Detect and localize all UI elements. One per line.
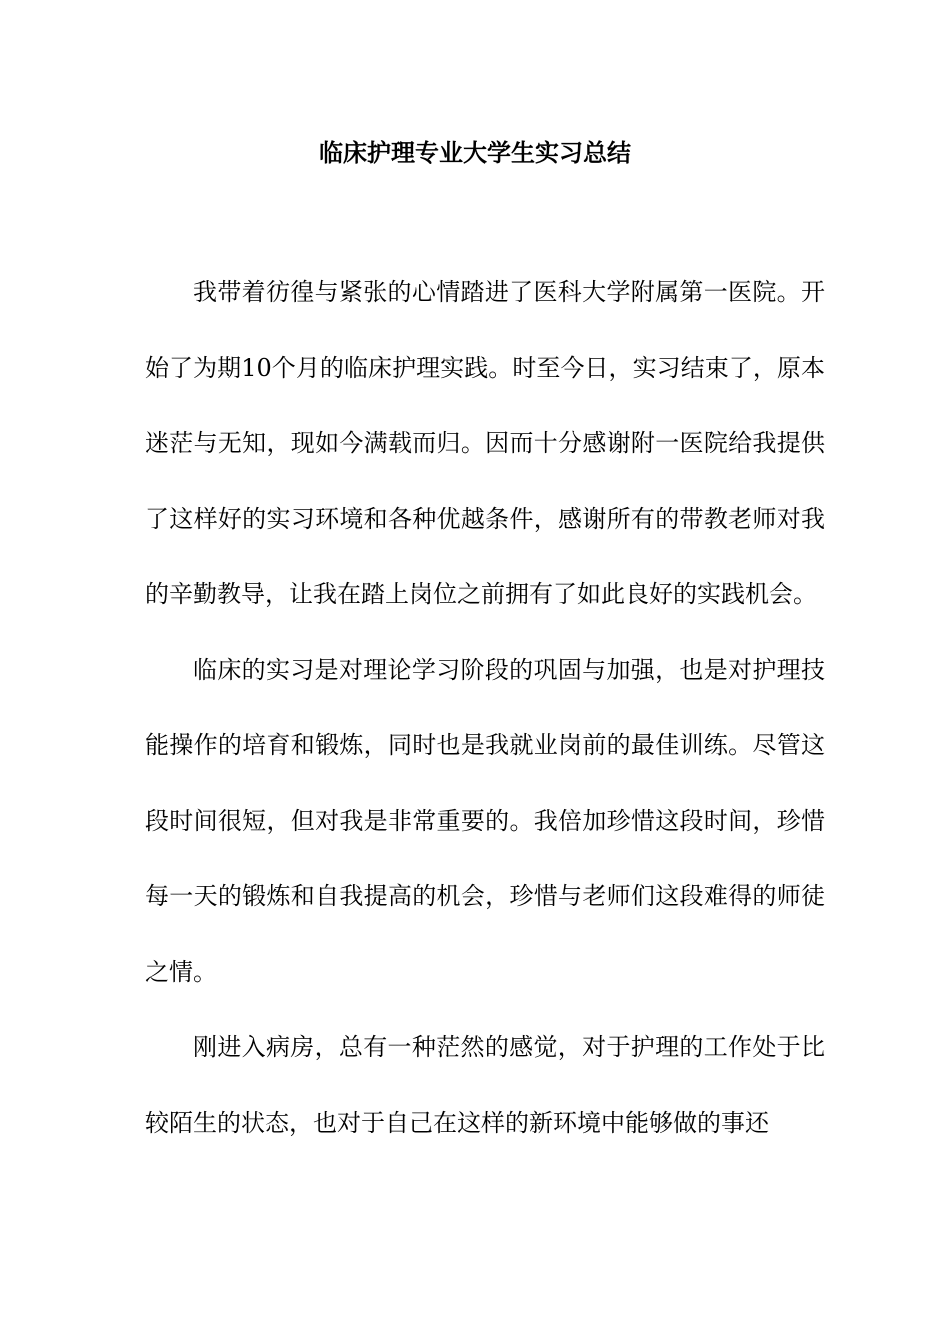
paragraph-1: 我带着彷徨与紧张的心情踏进了医科大学附属第一医院。开始了为期10个月的临床护理实践。时至今日，实习结束了，原本迷茫与无知，现如今满载而归。因而十分感谢附一医院给我提供了这样好的实习环境和各种优越条件，感谢所有的带教老师对我的辛勤教导，让我在踏上岗位之前拥有了如此良好的实践机会。 — [145, 278, 825, 608]
paragraph-3: 刚进入病房，总有一种茫然的感觉，对于护理的工作处于比较陌生的状态，也对于自己在这样的新环境中能够做的事还 — [145, 1033, 825, 1137]
paragraph-2: 临床的实习是对理论学习阶段的巩固与加强，也是对护理技能操作的培育和锻炼，同时也是我就业岗前的最佳训练。尽管这段时间很短，但对我是非常重要的。我倍加珍惜这段时间，珍惜每一天的锻炼和自我提高的机会，珍惜与老师们这段难得的师徒之情。 — [145, 655, 825, 986]
document-body — [145, 255, 825, 1161]
document-title: 临床护理专业大学生实习总结 — [319, 138, 631, 167]
